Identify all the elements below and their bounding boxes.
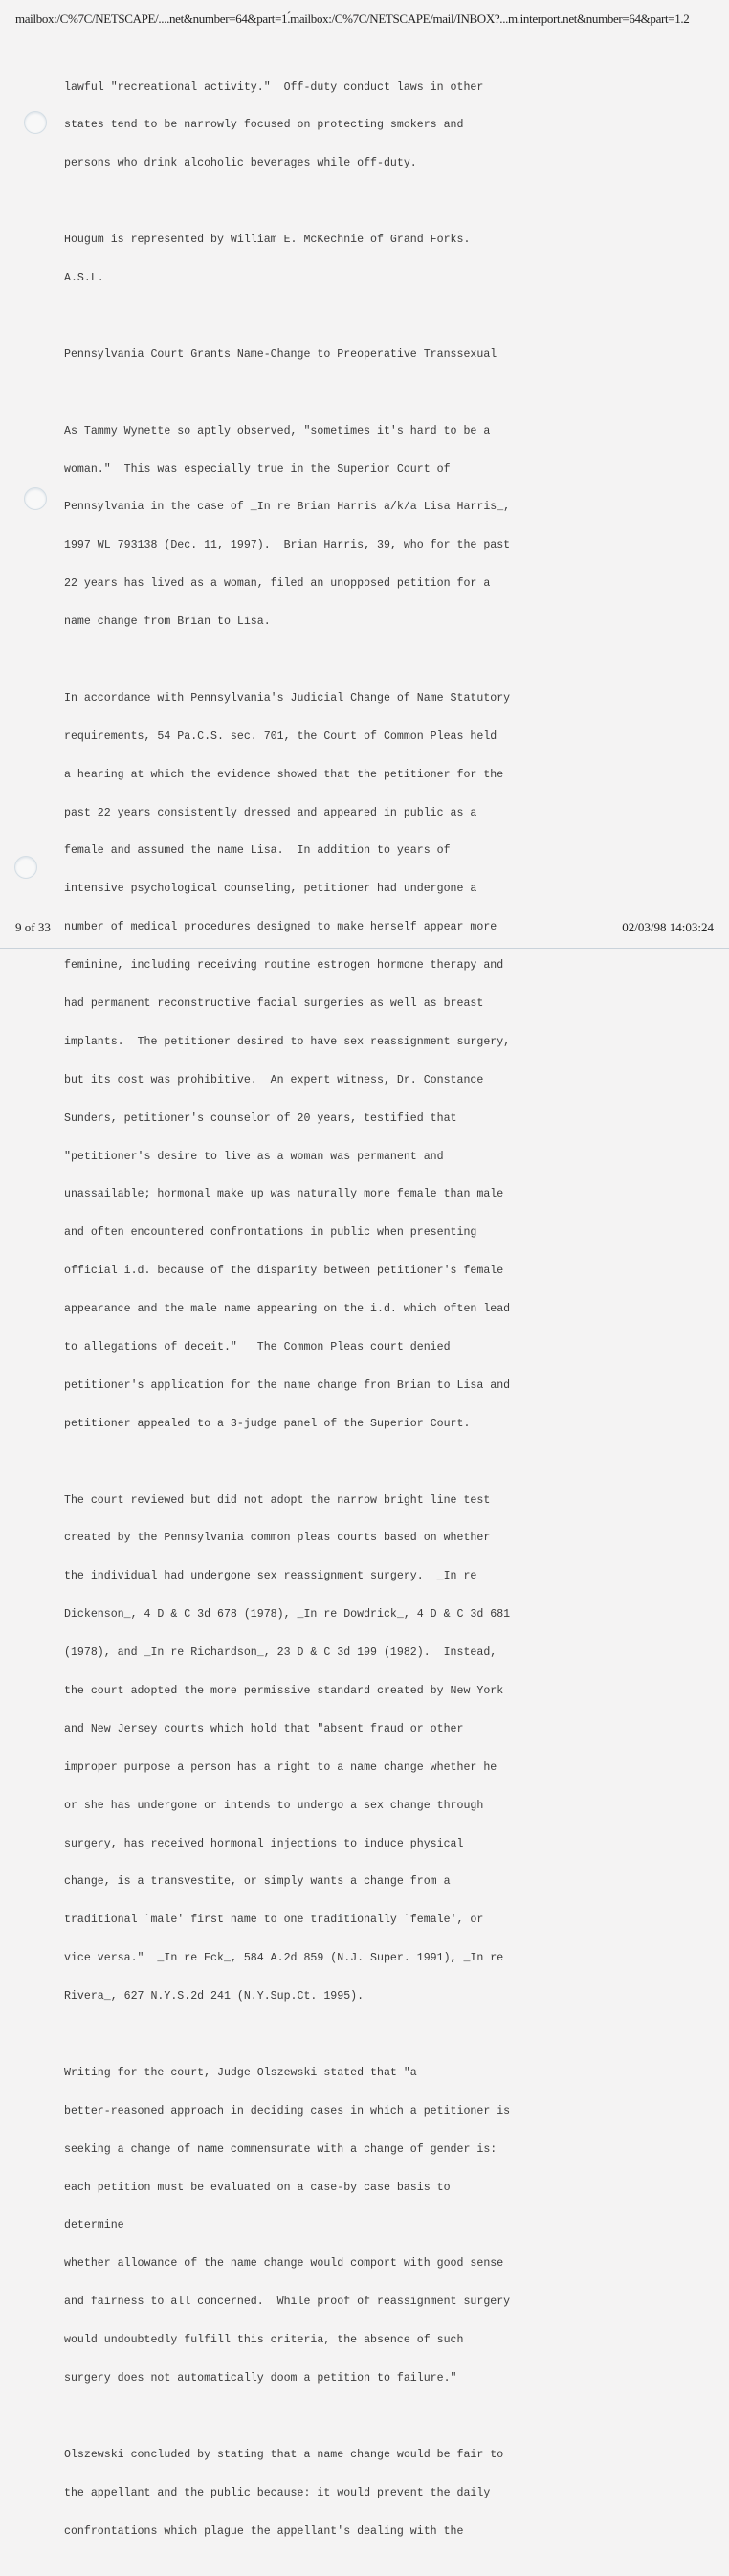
text-line: As Tammy Wynette so aptly observed, "sometimes it's hard to be a <box>64 424 491 437</box>
text-line: (1978), and _In re Richardson_, 23 D & C 3d 199 (1982). Instead, <box>64 1646 497 1660</box>
text-line: had permanent reconstructive facial surgeries as well as breast <box>64 997 484 1010</box>
text-line: woman." This was especially true in the Superior Court of <box>64 462 451 476</box>
paragraph-representation <box>64 209 676 310</box>
text-line: Sunders, petitioner's counselor of 20 years, testified that <box>64 1111 457 1125</box>
punch-hole-bottom <box>14 856 37 879</box>
paragraph-conclusion <box>64 2423 676 2563</box>
text-line: whether allowance of the name change would comport with good sense <box>64 2257 504 2271</box>
text-line: and often encountered confrontations in public when presenting <box>64 1226 477 1240</box>
text-line: Hougum is represented by William E. McKechnie of Grand Forks. <box>64 234 471 247</box>
punch-hole-top <box>24 111 47 134</box>
text-line: Writing for the court, Judge Olszewski stated that "a <box>64 2066 417 2079</box>
text-line: traditional `male' first name to one traditionally `female', or <box>64 1914 484 1927</box>
text-line: the appellant and the public because: it would prevent the daily <box>64 2486 491 2499</box>
text-line: number of medical procedures designed to make herself appear more <box>64 921 497 934</box>
text-line: feminine, including receiving routine estrogen hormone therapy and <box>64 959 504 973</box>
text-line: but its cost was prohibitive. An expert witness, Dr. Constance <box>64 1073 484 1086</box>
text-line: would undoubtedly fulfill this criteria, the absence of such <box>64 2334 464 2347</box>
print-timestamp: 02/03/98 14:03:24 <box>622 920 714 934</box>
text-line: the court adopted the more permissive standard created by New York <box>64 1685 504 1697</box>
text-line: requirements, 54 Pa.C.S. sec. 701, the Court of Common Pleas held <box>64 729 497 743</box>
text-line: states tend to be narrowly focused on protecting smokers and <box>64 119 464 132</box>
text-line: petitioner's application for the name change from Brian to Lisa and <box>64 1378 511 1392</box>
text-line: and New Jersey courts which hold that "absent fraud or other <box>64 1722 464 1736</box>
text-line: lawful "recreational activity." Off-duty conduct laws in other <box>64 80 484 94</box>
text-line: persons who drink alcoholic beverages while off-duty. <box>64 157 417 170</box>
paragraph-offduty-laws <box>64 56 676 195</box>
text-line: better-reasoned approach in deciding cases in which a petitioner is <box>64 2104 511 2117</box>
text-line: the individual had undergone sex reassignment surgery. _In re <box>64 1570 477 1583</box>
page-indicator: 9 of 33 <box>15 920 51 934</box>
text-line: Olszewski concluded by stating that a name change would be fair to <box>64 2448 504 2461</box>
text-line: change, is a transvestite, or simply wants a change from a <box>64 1875 451 1889</box>
text-line: 1997 WL 793138 (Dec. 11, 1997). Brian Harris, 39, who for the past <box>64 539 511 552</box>
text-line: a hearing at which the evidence showed that the petitioner for the <box>64 768 504 781</box>
text-line: seeking a change of name commensurate with a change of gender is: <box>64 2142 497 2156</box>
author-initials: A.S.L. <box>64 272 104 285</box>
paragraph-intro <box>64 399 676 654</box>
text-line: The court reviewed but did not adopt the narrow bright line test <box>64 1493 491 1507</box>
text-line: Dickenson_, 4 D & C 3d 678 (1978), _In re Dowdrick_, 4 D & C 3d 681 <box>64 1608 511 1622</box>
punch-hole-middle <box>24 487 47 510</box>
text-line: petitioner appealed to a 3-judge panel of the Superior Court. <box>64 1417 471 1430</box>
text-line: unassailable; hormonal make up was naturally more female than male <box>64 1188 504 1201</box>
text-line: 22 years has lived as a woman, filed an unopposed petition for a <box>64 577 491 591</box>
text-line: each petition must be evaluated on a case-by case basis to <box>64 2181 451 2194</box>
text-line: appearance and the male name appearing on the i.d. which often lead <box>64 1303 511 1316</box>
article-title: Pennsylvania Court Grants Name-Change to Preoperative Transsexual <box>64 347 497 361</box>
text-line: name change from Brian to Lisa. <box>64 616 271 629</box>
text-line: and fairness to all concerned. While proof of reassignment surgery <box>64 2296 511 2309</box>
text-line: implants. The petitioner desired to have sex reassignment surgery, <box>64 1035 511 1048</box>
paragraph-hearing <box>64 666 676 1455</box>
text-line: past 22 years consistently dressed and appeared in public as a <box>64 806 477 819</box>
text-line: Pennsylvania in the case of _In re Brian Harris a/k/a Lisa Harris_, <box>64 501 511 514</box>
text-line: or she has undergone or intends to undergo a sex change through <box>64 1799 484 1812</box>
text-line: official i.d. because of the disparity between petitioner's female <box>64 1265 504 1278</box>
paragraph-judge-opinion <box>64 2041 676 2410</box>
email-body <box>64 56 676 2576</box>
page-header-url: mailbox:/C%7C/NETSCAPE/....net&number=64&part=1.́mailbox:/C%7C/NETSCAPE/mail/INBOX?...m.interport.net&number=64&part=1.2 <box>15 11 690 26</box>
text-line: determine <box>64 2219 124 2232</box>
text-line: created by the Pennsylvania common pleas courts based on whether <box>64 1532 491 1545</box>
text-line: vice versa." _In re Eck_, 584 A.2d 859 (N.J. Super. 1991), _In re <box>64 1952 504 1965</box>
text-line: to allegations of deceit." The Common Pleas court denied <box>64 1340 451 1354</box>
text-line: female and assumed the name Lisa. In addition to years of <box>64 844 451 858</box>
paragraph-court-review <box>64 1468 676 2028</box>
text-line: intensive psychological counseling, petitioner had undergone a <box>64 883 477 896</box>
article-heading <box>64 323 676 386</box>
text-line: In accordance with Pennsylvania's Judicial Change of Name Statutory <box>64 691 511 705</box>
text-line: improper purpose a person has a right to a name change whether he <box>64 1760 497 1774</box>
text-line: "petitioner's desire to live as a woman was permanent and <box>64 1150 444 1163</box>
text-line: confrontations which plague the appellant's dealing with the <box>64 2524 464 2538</box>
text-line: Rivera_, 627 N.Y.S.2d 241 (N.Y.Sup.Ct. 1995). <box>64 1990 364 2004</box>
page-edge-divider <box>0 948 729 949</box>
text-line: surgery does not automatically doom a petition to failure." <box>64 2372 457 2386</box>
text-line: surgery, has received hormonal injections to induce physical <box>64 1837 464 1850</box>
